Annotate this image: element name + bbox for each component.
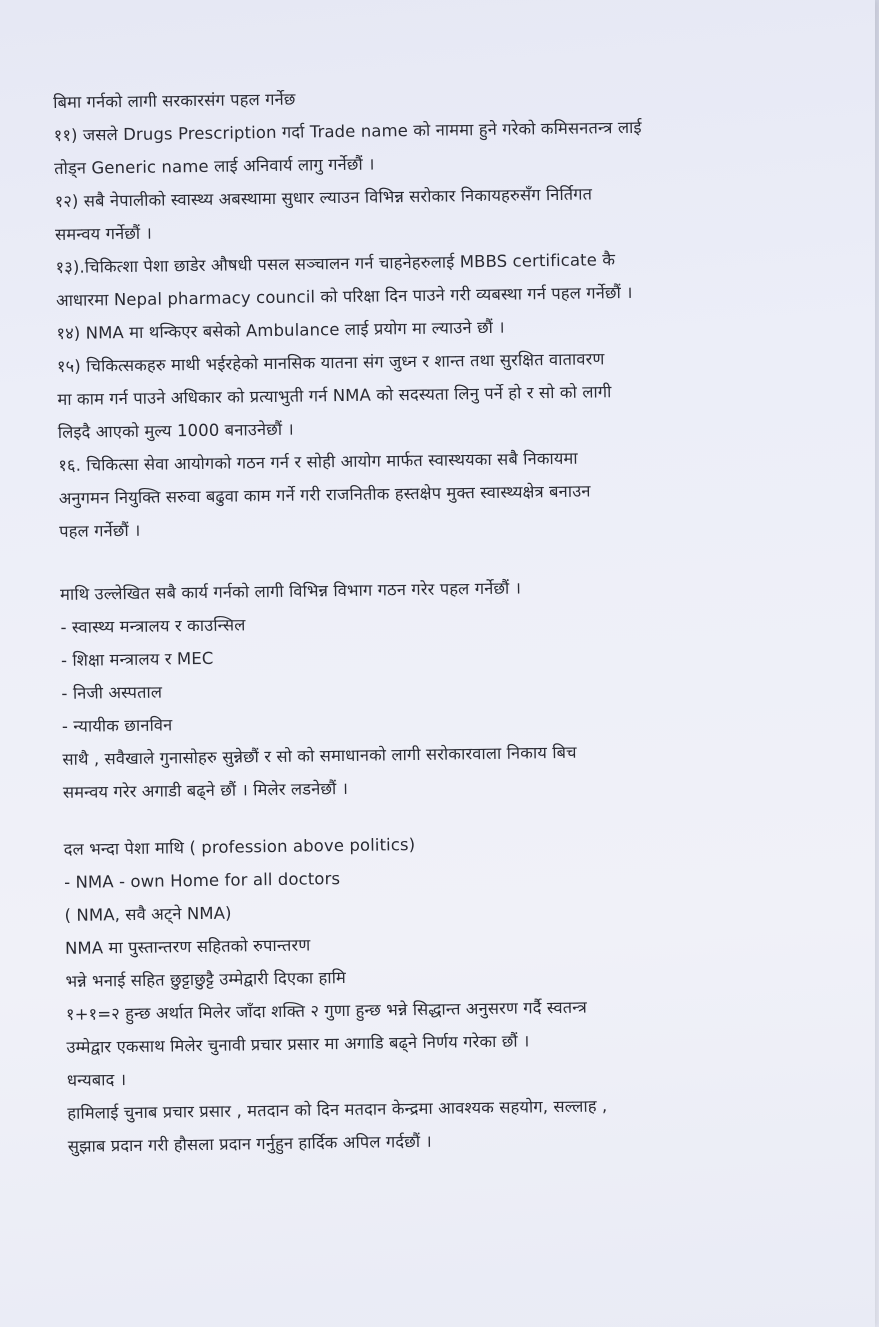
slogan-line: १+१=२ हुन्छ अर्थात मिलेर जाँदा शक्ति २ गुणा हुन्छ भन्ने सिद्धान्त अनुसरण गर्दै स्वतन्त्र	[65, 997, 587, 1024]
item-line: १५) चिकित्सकहरु माथी भईरहेको मानसिक यातना संग जुध्न र शान्त तथा सुरक्षित वातावरण	[56, 349, 605, 376]
slogan-line: भन्ने भनाई सहित छुट्टाछुट्टै उम्मेद्वारी दिएका हामि	[65, 967, 347, 991]
item-line: ११) जसले Drugs Prescription गर्दा Trade name को नाममा हुने गरेको कमिसनतन्त्र लाई	[53, 117, 642, 145]
slogan-line: ( NMA, सवै अट्ने NMA)	[64, 903, 232, 925]
item-line: लिइदै आएको मुल्य 1000 बनाउनेछौं ।	[57, 419, 294, 442]
together-line: साथै , सवैखाले गुनासोहरु सुन्नेछौं र सो को समाधानको लागी सरोकारवाला निकाय बिच	[62, 742, 577, 769]
item-line: अनुगमन नियुक्ति सरुवा बढुवा काम गर्ने गरी राजनितीक हस्तक्षेप मुक्त स्वास्थ्यक्षेत्र बनाउन	[58, 481, 591, 508]
item-line: १४) NMA मा थन्किएर बसेको Ambulance लाई प्रयोग मा ल्याउने छौं ।	[56, 317, 505, 343]
intro-line: बिमा गर्नको लागी सरकारसंग पहल गर्नेछ	[53, 89, 296, 112]
item-line: मा काम गर्न पाउने अधिकार को प्रत्याभुती गर्न NMA को सदस्यता लिनु पर्ने हो र सो को लागी	[57, 382, 612, 409]
item-line: समन्वय गर्नेछौं ।	[54, 223, 153, 244]
slogan-line: दल भन्दा पेशा माथि ( profession above politics)	[63, 835, 416, 859]
slogan-line: उम्मेद्वार एकसाथ मिलेर चुनावी प्रचार प्रसार मा अगाडि बढ्ने निर्णय गरेका छौं ।	[66, 1031, 530, 1057]
appeal-line: सुझाब प्रदान गरी हौसला प्रदान गर्नुहुन हार्दिक अपिल गर्दछौं ।	[67, 1131, 432, 1156]
department-item: - निजी अस्पताल	[61, 682, 163, 703]
item-line: आधारमा Nepal pharmacy council को परिक्षा दिन पाउने गरी व्यबस्था गर्न पहल गर्नेछौं ।	[55, 282, 633, 310]
document-text	[53, 76, 808, 1163]
item-line: १६. चिकित्सा सेवा आयोगको गठन गर्न र सोही आयोग मार्फत स्वास्थयका सबै निकायमा	[58, 448, 578, 475]
item-line: १२) सबै नेपालीको स्वास्थ्य अबस्थामा सुधार ल्याउन विभिन्न सरोकार निकायहरुसँग निर्तिगत	[54, 184, 593, 211]
appeal-line: हामिलाई चुनाब प्रचार प्रसार , मतदान को दिन मतदान केन्द्रमा आवश्यक सहयोग, सल्लाह ,	[67, 1096, 608, 1123]
department-item: - स्वास्थ्य मन्त्रालय र काउन्सिल	[60, 615, 246, 637]
slogan-line: NMA मा पुस्तान्तरण सहितको रुपान्तरण	[64, 935, 311, 958]
department-item: - शिक्षा मन्त्रालय र MEC	[60, 648, 214, 670]
together-line: समन्वय गरेर अगाडी बढ्ने छौं । मिलेर लडनेछौं ।	[62, 778, 349, 802]
item-line: पहल गर्नेछौं ।	[59, 520, 141, 541]
item-line: तोड्न Generic name लाई अनिवार्य लागु गर्नेछौं ।	[54, 154, 375, 178]
slogan-line: - NMA - own Home for all doctors	[63, 869, 341, 892]
departments-intro: माथि उल्लेखित सबै कार्य गर्नको लागी विभिन्न विभाग गठन गरेर पहल गर्नेछौं ।	[59, 578, 522, 604]
department-item: - न्यायीक छानविन	[61, 715, 173, 736]
thanks-line: धन्यबाद ।	[66, 1070, 127, 1090]
item-line: १३).चिकित्शा पेशा छाडेर औषधी पसल सञ्चालन गर्न चाहनेहरुलाई MBBS certificate कै	[55, 250, 616, 277]
